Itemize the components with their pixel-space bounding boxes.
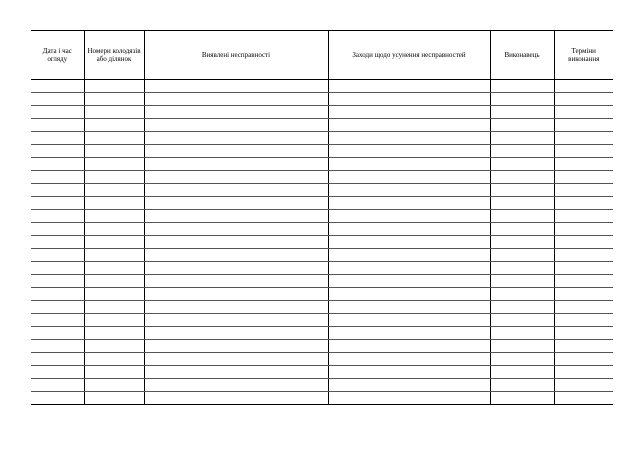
cell-faults-found (144, 184, 328, 197)
cell-executor (490, 314, 554, 327)
cell-corrective-measures (328, 379, 490, 392)
table-row (31, 184, 613, 197)
cell-faults-found (144, 392, 328, 405)
cell-faults-found (144, 353, 328, 366)
cell-date-time (31, 184, 84, 197)
cell-executor (490, 210, 554, 223)
cell-deadlines (554, 288, 613, 301)
table-row (31, 236, 613, 249)
cell-date-time (31, 119, 84, 132)
cell-date-time (31, 249, 84, 262)
cell-date-time (31, 132, 84, 145)
cell-executor (490, 249, 554, 262)
cell-corrective-measures (328, 80, 490, 93)
cell-deadlines (554, 275, 613, 288)
cell-faults-found (144, 301, 328, 314)
table-row (31, 132, 613, 145)
cell-date-time (31, 158, 84, 171)
cell-corrective-measures (328, 236, 490, 249)
cell-executor (490, 197, 554, 210)
cell-date-time (31, 262, 84, 275)
cell-deadlines (554, 340, 613, 353)
cell-executor (490, 353, 554, 366)
cell-date-time (31, 327, 84, 340)
cell-date-time (31, 236, 84, 249)
cell-date-time (31, 223, 84, 236)
cell-date-time (31, 288, 84, 301)
cell-deadlines (554, 366, 613, 379)
cell-well-numbers (84, 119, 144, 132)
cell-faults-found (144, 262, 328, 275)
cell-faults-found (144, 288, 328, 301)
cell-well-numbers (84, 184, 144, 197)
cell-well-numbers (84, 93, 144, 106)
cell-executor (490, 223, 554, 236)
cell-executor (490, 379, 554, 392)
cell-corrective-measures (328, 132, 490, 145)
cell-well-numbers (84, 197, 144, 210)
cell-deadlines (554, 132, 613, 145)
cell-deadlines (554, 327, 613, 340)
cell-deadlines (554, 392, 613, 405)
table-row (31, 249, 613, 262)
header-row (31, 31, 613, 80)
table-row (31, 288, 613, 301)
cell-faults-found (144, 379, 328, 392)
cell-faults-found (144, 80, 328, 93)
cell-deadlines (554, 119, 613, 132)
cell-executor (490, 119, 554, 132)
cell-corrective-measures (328, 119, 490, 132)
header-faults-found: Виявлені несправності (144, 31, 328, 80)
header-well-numbers: Номери колодязів або ділянок (84, 31, 144, 80)
cell-well-numbers (84, 379, 144, 392)
cell-deadlines (554, 301, 613, 314)
cell-corrective-measures (328, 340, 490, 353)
cell-deadlines (554, 145, 613, 158)
cell-deadlines (554, 93, 613, 106)
cell-well-numbers (84, 314, 144, 327)
cell-faults-found (144, 366, 328, 379)
table-row (31, 314, 613, 327)
table-row (31, 223, 613, 236)
header-corrective-measures: Заходи щодо усунення несправностей (328, 31, 490, 80)
cell-corrective-measures (328, 366, 490, 379)
cell-executor (490, 93, 554, 106)
cell-corrective-measures (328, 301, 490, 314)
cell-executor (490, 132, 554, 145)
cell-deadlines (554, 236, 613, 249)
cell-date-time (31, 314, 84, 327)
table-row (31, 106, 613, 119)
cell-faults-found (144, 236, 328, 249)
cell-corrective-measures (328, 158, 490, 171)
cell-deadlines (554, 353, 613, 366)
cell-well-numbers (84, 392, 144, 405)
cell-date-time (31, 366, 84, 379)
cell-well-numbers (84, 340, 144, 353)
cell-faults-found (144, 119, 328, 132)
cell-well-numbers (84, 158, 144, 171)
cell-date-time (31, 379, 84, 392)
cell-faults-found (144, 93, 328, 106)
cell-corrective-measures (328, 327, 490, 340)
cell-faults-found (144, 197, 328, 210)
cell-well-numbers (84, 132, 144, 145)
cell-corrective-measures (328, 93, 490, 106)
cell-corrective-measures (328, 249, 490, 262)
table-row (31, 171, 613, 184)
table-body (31, 80, 613, 405)
cell-faults-found (144, 327, 328, 340)
cell-date-time (31, 392, 84, 405)
cell-faults-found (144, 158, 328, 171)
cell-date-time (31, 106, 84, 119)
cell-well-numbers (84, 288, 144, 301)
cell-faults-found (144, 249, 328, 262)
cell-corrective-measures (328, 353, 490, 366)
cell-executor (490, 262, 554, 275)
cell-deadlines (554, 158, 613, 171)
cell-date-time (31, 145, 84, 158)
cell-deadlines (554, 171, 613, 184)
cell-well-numbers (84, 301, 144, 314)
cell-deadlines (554, 184, 613, 197)
cell-deadlines (554, 262, 613, 275)
cell-deadlines (554, 210, 613, 223)
table-row (31, 158, 613, 171)
header-deadlines: Терміни виконання (554, 31, 613, 80)
table-row (31, 262, 613, 275)
cell-well-numbers (84, 171, 144, 184)
cell-faults-found (144, 275, 328, 288)
cell-deadlines (554, 80, 613, 93)
cell-executor (490, 106, 554, 119)
table-row (31, 145, 613, 158)
cell-deadlines (554, 106, 613, 119)
cell-well-numbers (84, 275, 144, 288)
cell-corrective-measures (328, 392, 490, 405)
table-row (31, 327, 613, 340)
cell-faults-found (144, 210, 328, 223)
cell-date-time (31, 275, 84, 288)
table-row (31, 275, 613, 288)
cell-executor (490, 158, 554, 171)
table-row (31, 210, 613, 223)
table-row (31, 197, 613, 210)
cell-well-numbers (84, 249, 144, 262)
cell-date-time (31, 80, 84, 93)
cell-executor (490, 288, 554, 301)
cell-date-time (31, 210, 84, 223)
table-row (31, 392, 613, 405)
cell-well-numbers (84, 236, 144, 249)
cell-date-time (31, 93, 84, 106)
cell-faults-found (144, 145, 328, 158)
cell-corrective-measures (328, 210, 490, 223)
cell-faults-found (144, 314, 328, 327)
cell-date-time (31, 171, 84, 184)
cell-corrective-measures (328, 223, 490, 236)
cell-executor (490, 366, 554, 379)
cell-well-numbers (84, 106, 144, 119)
cell-corrective-measures (328, 106, 490, 119)
cell-date-time (31, 340, 84, 353)
table-row (31, 80, 613, 93)
cell-faults-found (144, 340, 328, 353)
cell-faults-found (144, 106, 328, 119)
cell-well-numbers (84, 80, 144, 93)
cell-executor (490, 392, 554, 405)
cell-executor (490, 340, 554, 353)
table-row (31, 119, 613, 132)
cell-executor (490, 327, 554, 340)
cell-executor (490, 301, 554, 314)
cell-date-time (31, 353, 84, 366)
cell-executor (490, 171, 554, 184)
cell-faults-found (144, 132, 328, 145)
cell-date-time (31, 301, 84, 314)
table-row (31, 353, 613, 366)
cell-corrective-measures (328, 275, 490, 288)
cell-well-numbers (84, 262, 144, 275)
cell-faults-found (144, 223, 328, 236)
cell-faults-found (144, 171, 328, 184)
cell-well-numbers (84, 145, 144, 158)
cell-well-numbers (84, 327, 144, 340)
table-row (31, 366, 613, 379)
cell-deadlines (554, 223, 613, 236)
cell-well-numbers (84, 210, 144, 223)
inspection-log-table (31, 30, 613, 405)
cell-deadlines (554, 249, 613, 262)
cell-corrective-measures (328, 145, 490, 158)
cell-executor (490, 184, 554, 197)
cell-deadlines (554, 379, 613, 392)
cell-corrective-measures (328, 171, 490, 184)
cell-executor (490, 145, 554, 158)
cell-well-numbers (84, 353, 144, 366)
header-date-time: Дата і час огляду (31, 31, 84, 80)
cell-executor (490, 236, 554, 249)
table-row (31, 93, 613, 106)
cell-deadlines (554, 314, 613, 327)
table-row (31, 301, 613, 314)
table-row (31, 379, 613, 392)
cell-executor (490, 275, 554, 288)
cell-corrective-measures (328, 262, 490, 275)
table-row (31, 340, 613, 353)
cell-corrective-measures (328, 314, 490, 327)
cell-corrective-measures (328, 197, 490, 210)
cell-deadlines (554, 197, 613, 210)
cell-corrective-measures (328, 288, 490, 301)
cell-corrective-measures (328, 184, 490, 197)
cell-date-time (31, 197, 84, 210)
cell-well-numbers (84, 366, 144, 379)
header-executor: Виконавець (490, 31, 554, 80)
cell-well-numbers (84, 223, 144, 236)
cell-executor (490, 80, 554, 93)
